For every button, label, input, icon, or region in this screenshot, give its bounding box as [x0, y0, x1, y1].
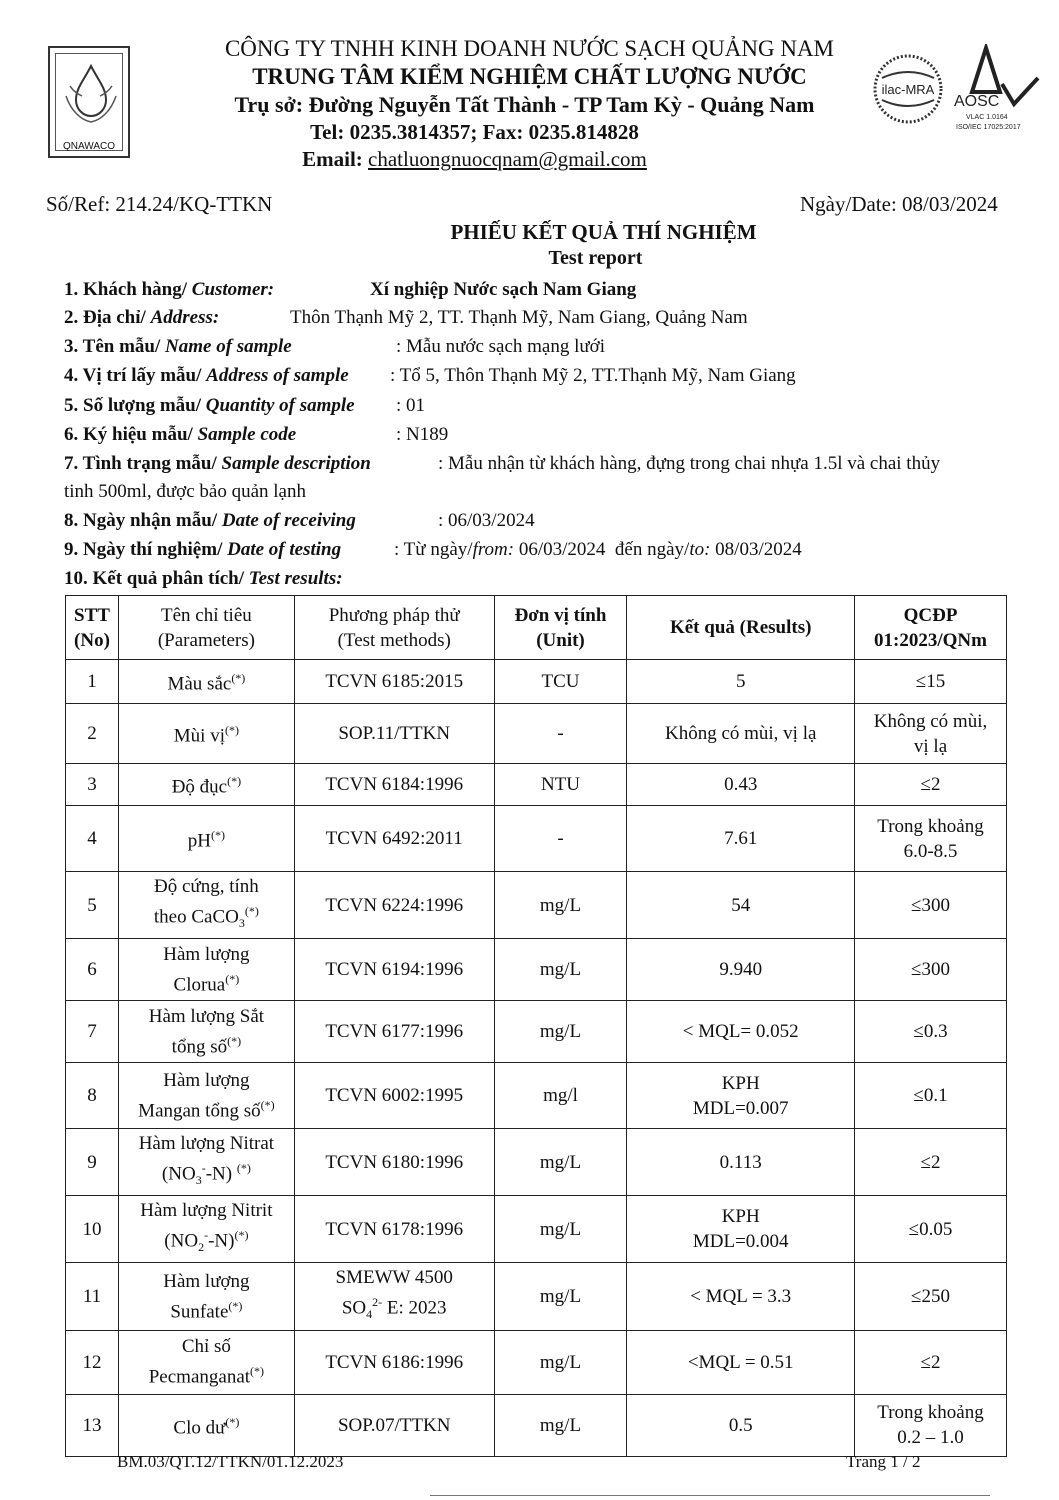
email-label: Email: [302, 147, 363, 171]
cell-result: 5 [627, 660, 855, 704]
table-row [66, 1001, 1007, 1063]
cell-parameter: Hàm lượng Sunfate(*) [118, 1263, 294, 1330]
cell-no: 1 [66, 660, 119, 704]
cell-unit: mg/L [494, 1129, 627, 1196]
cell-method: TCVN 6492:2011 [294, 806, 494, 872]
cell-result: KPH MDL=0.004 [627, 1196, 855, 1263]
cell-method: TCVN 6177:1996 [294, 1001, 494, 1063]
cell-result: <MQL = 0.51 [627, 1330, 855, 1394]
cell-result: < MQL= 0.052 [627, 1001, 855, 1063]
cell-unit: mg/L [494, 872, 627, 939]
header-email-line [0, 147, 1004, 172]
sample-code-line: 6. Ký hiệu mẫu/ Sample code : N189 [64, 424, 449, 445]
cell-no: 11 [66, 1263, 119, 1330]
cell-unit: mg/L [494, 1001, 627, 1063]
cell-no: 5 [66, 872, 119, 939]
customer-line: 1. Khách hàng/ Customer: Xí nghiệp Nước sạch Nam Giang [64, 279, 637, 300]
bottom-rule [430, 1495, 990, 1496]
table-header-row [66, 596, 1007, 660]
cell-standard: Trong khoảng 6.0-8.5 [855, 806, 1007, 872]
cell-no: 12 [66, 1330, 119, 1394]
aosc-text: AOSC [954, 93, 1000, 110]
cell-unit: mg/l [494, 1063, 627, 1129]
address-value: Thôn Thạnh Mỹ 2, TT. Thạnh Mỹ, Nam Giang, Quảng Nam [290, 307, 748, 328]
form-code: BM.03/QT.12/TTKN/01.12.2023 [117, 1452, 344, 1471]
cell-standard: ≤2 [855, 764, 1007, 806]
cell-parameter: Hàm lượng Nitrat $(NO_3^--N)$ (*) [118, 1129, 294, 1196]
cell-no: 6 [66, 939, 119, 1001]
col-header-standard: QCĐP 01:2023/QNm [855, 596, 1007, 660]
col-header-result: Kết quả (Results) [627, 596, 855, 660]
cell-standard: ≤15 [855, 660, 1007, 704]
cell-method: TCVN 6180:1996 [294, 1129, 494, 1196]
address-line: 2. Địa chỉ/ Address: Thôn Thạnh Mỹ 2, TT. Thạnh Mỹ, Nam Giang, Quảng Nam [64, 307, 748, 328]
cell-standard: Trong khoảng 0.2 – 1.0 [855, 1394, 1007, 1456]
table-row [66, 1394, 1007, 1456]
cell-method: SOP.07/TTKN [294, 1394, 494, 1456]
cell-parameter: pH(*) [118, 806, 294, 872]
ref-number: Số/Ref: 214.24/KQ-TTKN [46, 192, 273, 216]
col-header-unit: Đơn vị tính (Unit) [494, 596, 627, 660]
cell-no: 9 [66, 1129, 119, 1196]
report-subtitle: Test report [548, 247, 643, 269]
cell-no: 10 [66, 1196, 119, 1263]
cell-standard: ≤2 [855, 1129, 1007, 1196]
cell-parameter: Độ đục(*) [118, 764, 294, 806]
cell-result: KPH MDL=0.007 [627, 1063, 855, 1129]
col-header-parameter: Tên chỉ tiêu (Parameters) [118, 596, 294, 660]
cell-no: 2 [66, 704, 119, 764]
cell-standard: ≤2 [855, 1330, 1007, 1394]
description-line: 7. Tình trạng mẫu/ Sample description : Mẫu nhận từ khách hàng, đựng trong chai nhựa 1.5l và chai thủy [64, 453, 941, 474]
receiving-value: : 06/03/2024 [438, 510, 535, 531]
cell-unit: TCU [494, 660, 627, 704]
table-row [66, 1129, 1007, 1196]
cell-unit: mg/L [494, 1196, 627, 1263]
cell-parameter: Hàm lượng Nitrit $(NO_2^--N)^{(*)}$ [118, 1196, 294, 1263]
report-title: PHIẾU KẾT QUẢ THÍ NGHIỆM [450, 220, 757, 244]
results-table [65, 595, 1007, 1457]
cell-no: 4 [66, 806, 119, 872]
cell-parameter: Clo dư(*) [118, 1394, 294, 1456]
description-value: : Mẫu nhận từ khách hàng, đựng trong chai nhựa 1.5l và chai thủy [438, 453, 941, 474]
cell-no: 8 [66, 1063, 119, 1129]
ilac-text: ilac-MRA [881, 82, 935, 97]
sample-location-line: 4. Vị trí lấy mẫu/ Address of sample : Tổ 5, Thôn Thạnh Mỹ 2, TT.Thạnh Mỹ, Nam Giang [64, 365, 796, 386]
receiving-line: 8. Ngày nhận mẫu/ Date of receiving : 06/03/2024 [64, 510, 535, 531]
table-row [66, 806, 1007, 872]
description-line-2: tinh 500ml, được bảo quản lạnh [64, 481, 306, 502]
cell-result: 9.940 [627, 939, 855, 1001]
cell-unit: NTU [494, 764, 627, 806]
cell-parameter: Hàm lượng Clorua(*) [118, 939, 294, 1001]
table-row [66, 1196, 1007, 1263]
cell-unit: - [494, 806, 627, 872]
cell-parameter: Chỉ số Pecmanganat(*) [118, 1330, 294, 1394]
sample-name-value: : Mẫu nước sạch mạng lưới [396, 336, 606, 357]
cell-result: 7.61 [627, 806, 855, 872]
sample-name-line: 3. Tên mẫu/ Name of sample : Mẫu nước sạch mạng lưới [64, 336, 606, 357]
cell-method: TCVN 6186:1996 [294, 1330, 494, 1394]
table-row [66, 1330, 1007, 1394]
cell-standard: ≤0.05 [855, 1196, 1007, 1263]
cell-result: Không có mùi, vị lạ [627, 704, 855, 764]
center-name: TRUNG TÂM KIỂM NGHIỆM CHẤT LƯỢNG NƯỚC [252, 64, 807, 89]
cell-standard: ≤300 [855, 939, 1007, 1001]
table-row [66, 660, 1007, 704]
cell-parameter: Hàm lượng Mangan tổng số(*) [118, 1063, 294, 1129]
vilas-text: VLAC 1.0164 [966, 114, 1008, 121]
cell-no: 3 [66, 764, 119, 806]
cell-method: TCVN 6185:2015 [294, 660, 494, 704]
table-row [66, 704, 1007, 764]
cell-method: TCVN 6178:1996 [294, 1196, 494, 1263]
cell-method: TCVN 6184:1996 [294, 764, 494, 806]
cell-no: 13 [66, 1394, 119, 1456]
cell-standard: Không có mùi, vị lạ [855, 704, 1007, 764]
header-tel: Tel: 0235.3814357; Fax: 0235.814828 [310, 120, 639, 144]
cell-method: TCVN 6224:1996 [294, 872, 494, 939]
table-row [66, 764, 1007, 806]
cell-result: 54 [627, 872, 855, 939]
cell-parameter: Màu sắc(*) [118, 660, 294, 704]
email-link[interactable]: chatluongnuocqnam@gmail.com [368, 147, 647, 171]
cell-result: 0.5 [627, 1394, 855, 1456]
header-address: Trụ sở: Đường Nguyễn Tất Thành - TP Tam Kỳ - Quảng Nam [234, 92, 815, 117]
cell-result: 0.43 [627, 764, 855, 806]
company-name: CÔNG TY TNHH KINH DOANH NƯỚC SẠCH QUẢNG NAM [224, 36, 835, 61]
table-row [66, 872, 1007, 939]
cell-unit: mg/L [494, 1330, 627, 1394]
cell-method: SOP.11/TTKN [294, 704, 494, 764]
cell-unit: mg/L [494, 939, 627, 1001]
quantity-line: 5. Số lượng mẫu/ Quantity of sample : 01 [64, 395, 426, 416]
cell-unit: mg/L [494, 1394, 627, 1456]
table-row [66, 1263, 1007, 1330]
table-row [66, 1063, 1007, 1129]
cell-method: TCVN 6002:1995 [294, 1063, 494, 1129]
cell-standard: ≤0.3 [855, 1001, 1007, 1063]
logo-caption: QNAWACO [62, 141, 116, 152]
cell-standard: ≤0.1 [855, 1063, 1007, 1129]
iso-text: ISO/IEC 17025:2017 [956, 124, 1021, 131]
col-header-no: STT (No) [66, 596, 119, 660]
cell-standard: ≤300 [855, 872, 1007, 939]
testing-line: 9. Ngày thí nghiệm/ Date of testing : Từ ngày/from: 06/03/2024 đến ngày/to: 08/03/2024 [64, 539, 802, 560]
cell-parameter: Mùi vị(*) [118, 704, 294, 764]
cell-parameter: Hàm lượng Sắt tổng số(*) [118, 1001, 294, 1063]
testing-value: : Từ ngày/from: 06/03/2024 đến ngày/to: 08/03/2024 [394, 539, 802, 560]
cell-method: TCVN 6194:1996 [294, 939, 494, 1001]
report-date: Ngày/Date: 08/03/2024 [800, 192, 998, 216]
results-heading: 10. Kết quả phân tích/ Test results: [64, 568, 343, 589]
page-number: Trang 1 / 2 [846, 1452, 921, 1471]
sample-location-value: : Tổ 5, Thôn Thạnh Mỹ 2, TT.Thạnh Mỹ, Nam Giang [390, 365, 796, 386]
cell-unit: - [494, 704, 627, 764]
customer-value: Xí nghiệp Nước sạch Nam Giang [370, 279, 637, 300]
cell-no: 7 [66, 1001, 119, 1063]
sample-code-value: : N189 [396, 424, 449, 445]
cell-unit: mg/L [494, 1263, 627, 1330]
table-row [66, 939, 1007, 1001]
cell-result: 0.113 [627, 1129, 855, 1196]
col-header-method: Phương pháp thử (Test methods) [294, 596, 494, 660]
cell-result: < MQL = 3.3 [627, 1263, 855, 1330]
cell-method: SMEWW 4500 $SO_4^{2-}$ E: 2023 [294, 1263, 494, 1330]
cell-parameter: Độ cứng, tính theo CaCO$_3$(*) [118, 872, 294, 939]
quantity-value: : 01 [396, 395, 426, 416]
cell-standard: ≤250 [855, 1263, 1007, 1330]
